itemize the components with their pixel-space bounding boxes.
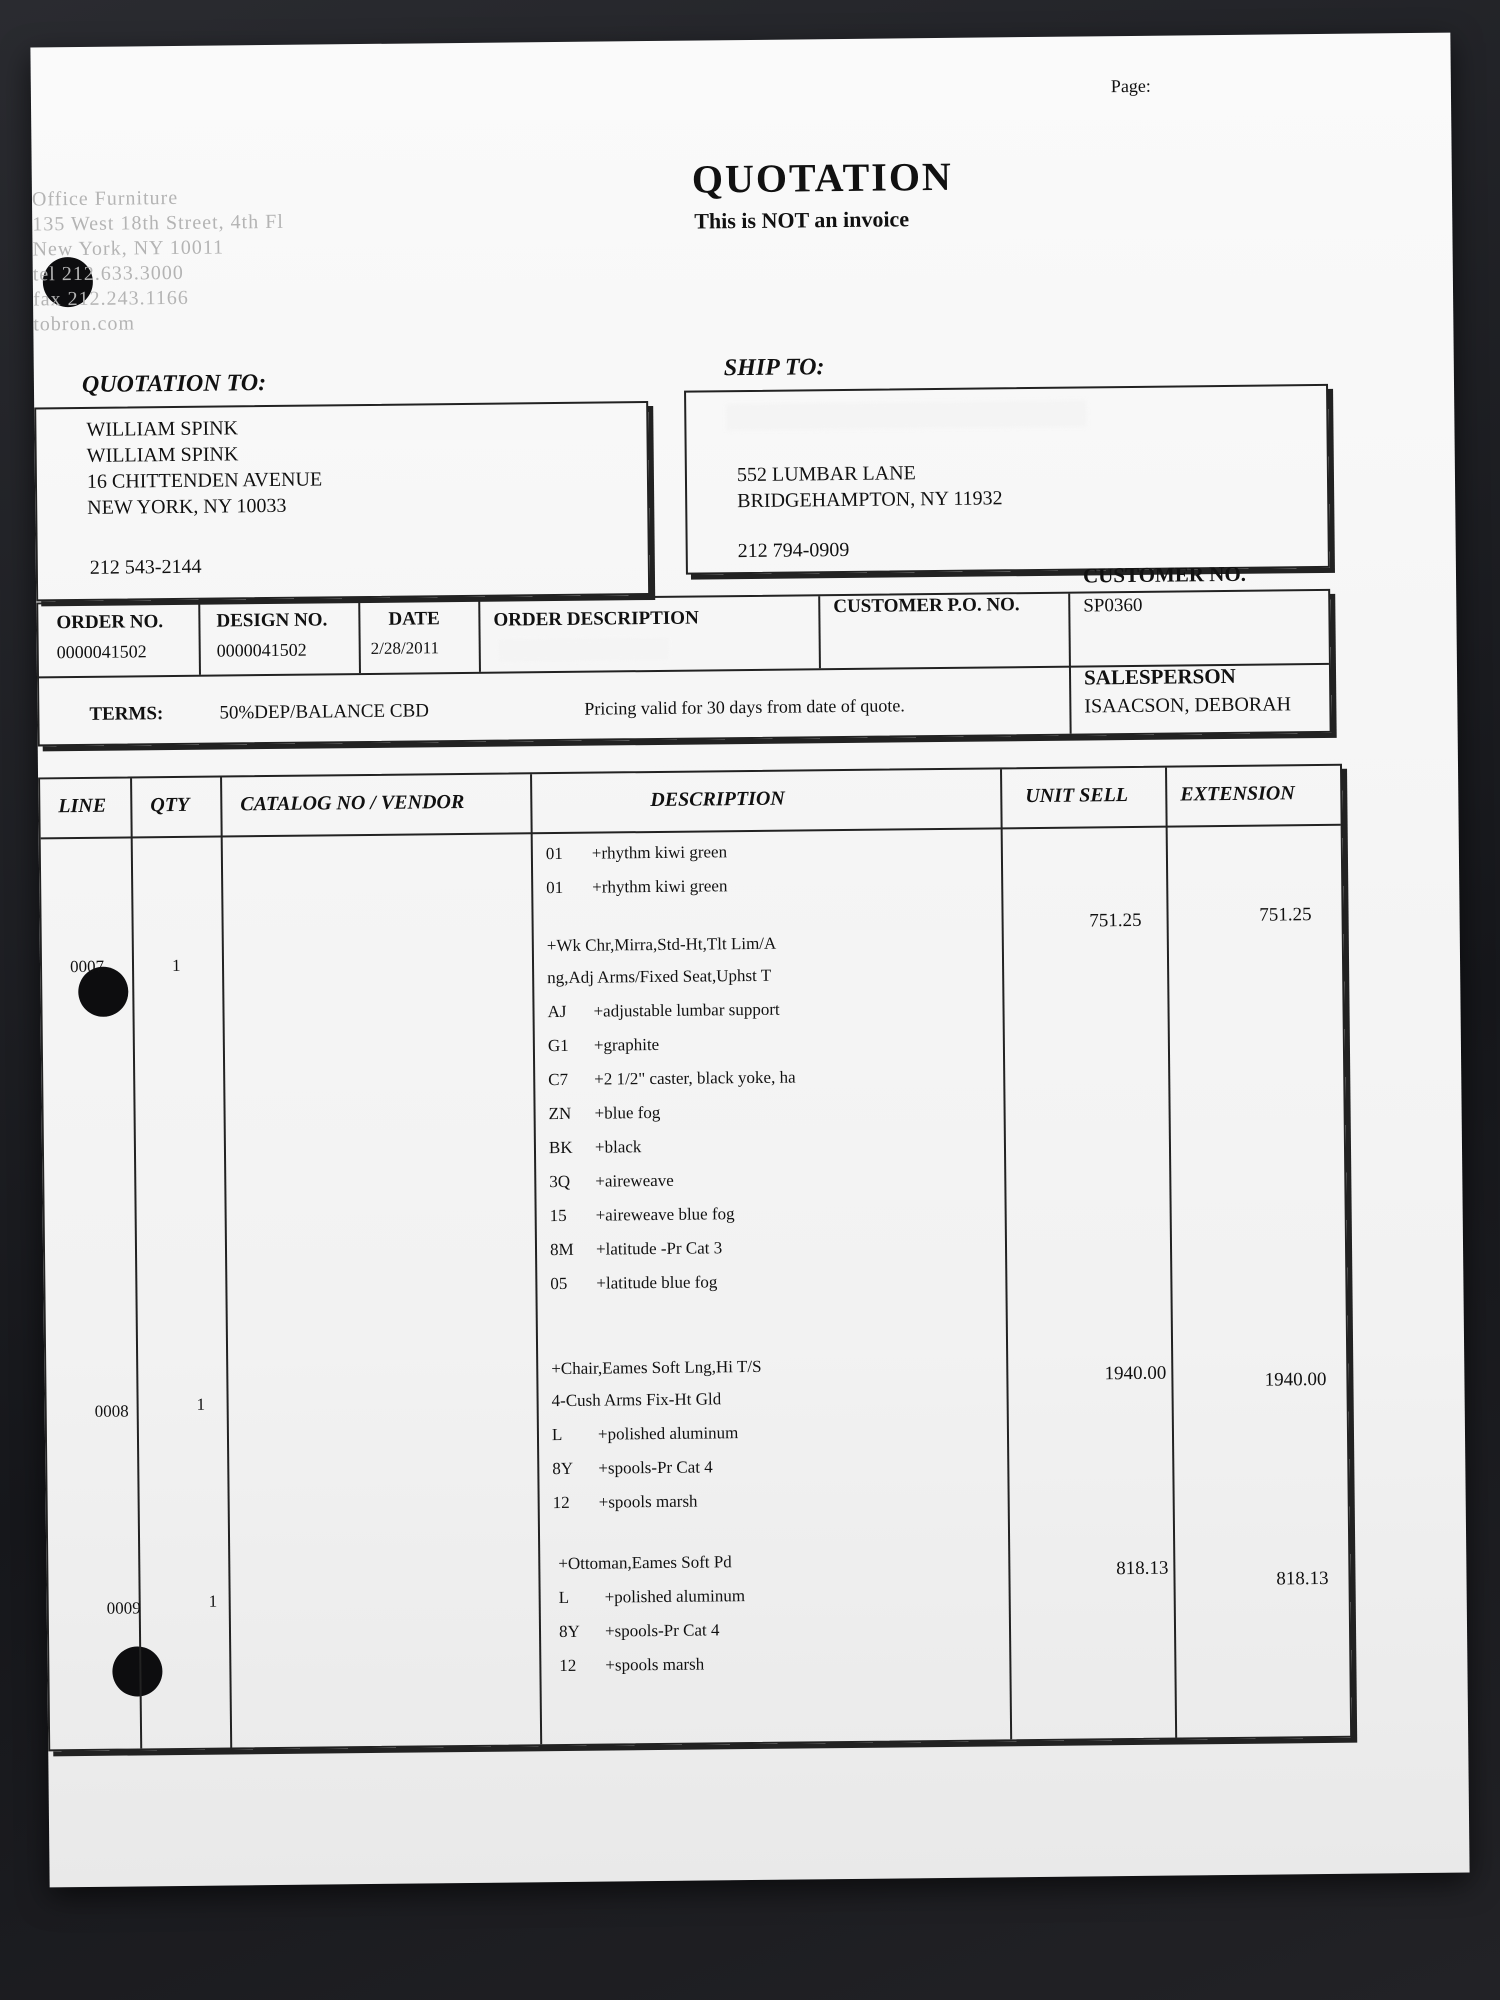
line-header: LINE bbox=[58, 794, 107, 818]
company-line: tel 212.633.3000 bbox=[32, 261, 184, 286]
salesperson-label: SALESPERSON bbox=[1083, 663, 1236, 690]
pricing-note: Pricing valid for 30 days from date of quote. bbox=[584, 695, 905, 719]
redacted-order-description bbox=[499, 638, 669, 662]
option-text: +spools-Pr Cat 4 bbox=[598, 1457, 713, 1478]
option-code: 3Q bbox=[549, 1171, 571, 1192]
item-line-number: 0007 bbox=[69, 956, 105, 977]
quotation-to-line: WILLIAM SPINK bbox=[86, 443, 239, 467]
option-text: +spools marsh bbox=[605, 1654, 705, 1675]
option-row bbox=[550, 1204, 735, 1226]
item-extension: 751.25 bbox=[1259, 904, 1312, 926]
order-no-label: ORDER NO. bbox=[56, 611, 164, 634]
option-row bbox=[550, 1238, 722, 1260]
terms-value: 50%DEP/BALANCE CBD bbox=[219, 700, 430, 724]
design-no-value: 0000041502 bbox=[216, 639, 307, 661]
option-row bbox=[559, 1586, 746, 1608]
customer-no-value: SP0360 bbox=[1083, 594, 1143, 617]
ship-to-line: 552 LUMBAR LANE bbox=[736, 462, 916, 487]
option-row bbox=[553, 1492, 698, 1514]
redacted-name bbox=[726, 400, 1086, 430]
item-description bbox=[551, 1354, 1003, 1529]
item-description bbox=[558, 1549, 1009, 1694]
document-title: QUOTATION bbox=[691, 153, 954, 202]
order-col-divider bbox=[198, 603, 201, 675]
option-code: 05 bbox=[550, 1273, 568, 1294]
option-row bbox=[552, 1457, 713, 1479]
company-line: tobron.com bbox=[33, 312, 136, 336]
option-code: 8Y bbox=[558, 1621, 580, 1642]
order-col-divider bbox=[478, 600, 481, 672]
salesperson-value: ISAACSON, DEBORAH bbox=[1084, 693, 1292, 718]
option-text: +graphite bbox=[593, 1034, 660, 1055]
item-unit-sell: 751.25 bbox=[1089, 909, 1142, 932]
option-row bbox=[548, 1068, 796, 1091]
option-code: L bbox=[558, 1587, 570, 1608]
ship-to-label: SHIP TO: bbox=[723, 354, 825, 382]
option-row bbox=[548, 1103, 660, 1124]
option-text: +polished aluminum bbox=[597, 1423, 739, 1444]
quotation-to-line: NEW YORK, NY 10033 bbox=[87, 494, 287, 519]
option-row bbox=[559, 1655, 704, 1677]
description-line: +Wk Chr,Mirra,Std-Ht,Tlt Lim/A bbox=[546, 933, 777, 956]
customer-po-label: CUSTOMER P.O. NO. bbox=[833, 594, 1020, 618]
item-qty: 1 bbox=[196, 1394, 206, 1414]
item-0008 bbox=[46, 1351, 1348, 1535]
item-0009 bbox=[48, 1546, 1349, 1700]
item-extension: 1940.00 bbox=[1264, 1368, 1327, 1391]
line-items-table bbox=[38, 764, 1352, 1752]
ship-to-line: BRIDGEHAMPTON, NY 11932 bbox=[737, 487, 1003, 513]
option-row bbox=[549, 1171, 674, 1192]
item-unit-sell: 818.13 bbox=[1116, 1557, 1169, 1580]
description-line: +Ottoman,Eames Soft Pd bbox=[558, 1552, 732, 1574]
option-code: BK bbox=[548, 1137, 573, 1158]
option-row bbox=[548, 1035, 660, 1056]
item-qty: 1 bbox=[171, 955, 181, 976]
customer-no-label: CUSTOMER NO. bbox=[1082, 561, 1247, 588]
order-col-divider bbox=[818, 596, 821, 668]
ship-to-box bbox=[684, 384, 1330, 575]
option-code: 15 bbox=[549, 1205, 567, 1226]
option-code: L bbox=[551, 1424, 563, 1445]
design-no-label: DESIGN NO. bbox=[216, 609, 328, 632]
option-row bbox=[549, 1137, 642, 1158]
option-text: +spools marsh bbox=[598, 1491, 698, 1512]
company-line: Office Furniture bbox=[31, 186, 179, 211]
page-label: Page: bbox=[1110, 75, 1151, 97]
order-col-divider bbox=[1068, 594, 1071, 734]
option-code: 01 bbox=[546, 877, 564, 898]
option-row bbox=[550, 1272, 717, 1294]
option-row bbox=[546, 842, 727, 864]
option-text: +spools-Pr Cat 4 bbox=[604, 1620, 720, 1641]
ship-to-phone: 212 794-0909 bbox=[737, 538, 850, 563]
option-row bbox=[547, 1000, 779, 1022]
option-text: +aireweave bbox=[595, 1170, 674, 1191]
quotation-to-label: QUOTATION TO: bbox=[81, 370, 267, 398]
unit-sell-header: UNIT SELL bbox=[1025, 784, 1129, 808]
catalog-header: CATALOG NO / VENDOR bbox=[240, 790, 465, 816]
option-text: +rhythm kiwi green bbox=[591, 842, 728, 863]
option-code: C7 bbox=[548, 1069, 569, 1090]
option-code: AJ bbox=[547, 1001, 567, 1022]
option-text: +polished aluminum bbox=[604, 1586, 746, 1607]
option-code: 12 bbox=[552, 1492, 570, 1513]
qty-header: QTY bbox=[150, 793, 190, 817]
terms-label: TERMS: bbox=[89, 703, 164, 725]
company-line: fax 212.243.1166 bbox=[32, 286, 189, 311]
description-line: ng,Adj Arms/Fixed Seat,Uphst T bbox=[547, 965, 772, 988]
option-text: +black bbox=[594, 1137, 642, 1157]
option-text: +rhythm kiwi green bbox=[592, 876, 728, 897]
company-line: 135 West 18th Street, 4th Fl bbox=[32, 210, 284, 236]
document-subtitle: This is NOT an invoice bbox=[694, 206, 910, 234]
order-col-divider bbox=[358, 601, 361, 673]
option-text: +2 1/2" caster, black yoke, ha bbox=[594, 1067, 796, 1089]
company-line: New York, NY 10011 bbox=[32, 236, 225, 261]
order-no-value: 0000041502 bbox=[56, 641, 147, 663]
quotation-to-line: 16 CHITTENDEN AVENUE bbox=[86, 468, 323, 493]
option-text: +latitude blue fog bbox=[596, 1272, 718, 1293]
option-row bbox=[552, 1423, 739, 1445]
item-0007 bbox=[41, 836, 1346, 1310]
date-value: 2/28/2011 bbox=[370, 638, 440, 658]
option-text: +adjustable lumbar support bbox=[593, 999, 780, 1021]
quotation-to-line: WILLIAM SPINK bbox=[86, 417, 239, 441]
quotation-page bbox=[30, 33, 1469, 1888]
option-code: 8M bbox=[549, 1239, 574, 1260]
option-text: +blue fog bbox=[594, 1102, 661, 1123]
description-line: 4-Cush Arms Fix-Ht Gld bbox=[551, 1389, 722, 1411]
quotation-to-box bbox=[34, 401, 650, 601]
option-code: 12 bbox=[559, 1655, 577, 1676]
option-code: ZN bbox=[548, 1103, 572, 1124]
item-description bbox=[546, 839, 1001, 1304]
date-label: DATE bbox=[388, 608, 440, 630]
description-header: DESCRIPTION bbox=[650, 787, 785, 812]
description-line: +Chair,Eames Soft Lng,Hi T/S bbox=[551, 1356, 762, 1379]
item-line-number: 0009 bbox=[106, 1598, 141, 1618]
order-description-label: ORDER DESCRIPTION bbox=[493, 607, 699, 631]
quotation-to-phone: 212 543-2144 bbox=[89, 555, 202, 579]
option-row bbox=[559, 1620, 720, 1642]
item-extension: 818.13 bbox=[1276, 1567, 1329, 1590]
company-letterhead bbox=[32, 185, 285, 338]
item-qty: 1 bbox=[208, 1591, 218, 1611]
option-text: +latitude -Pr Cat 3 bbox=[595, 1238, 723, 1259]
option-code: 8Y bbox=[552, 1458, 574, 1479]
item-line-number: 0008 bbox=[94, 1401, 129, 1421]
option-code: 01 bbox=[545, 843, 563, 864]
option-row bbox=[546, 876, 727, 898]
item-unit-sell: 1940.00 bbox=[1104, 1362, 1167, 1385]
extension-header: EXTENSION bbox=[1180, 782, 1295, 806]
option-code: G1 bbox=[547, 1035, 569, 1056]
option-text: +aireweave blue fog bbox=[595, 1204, 735, 1225]
